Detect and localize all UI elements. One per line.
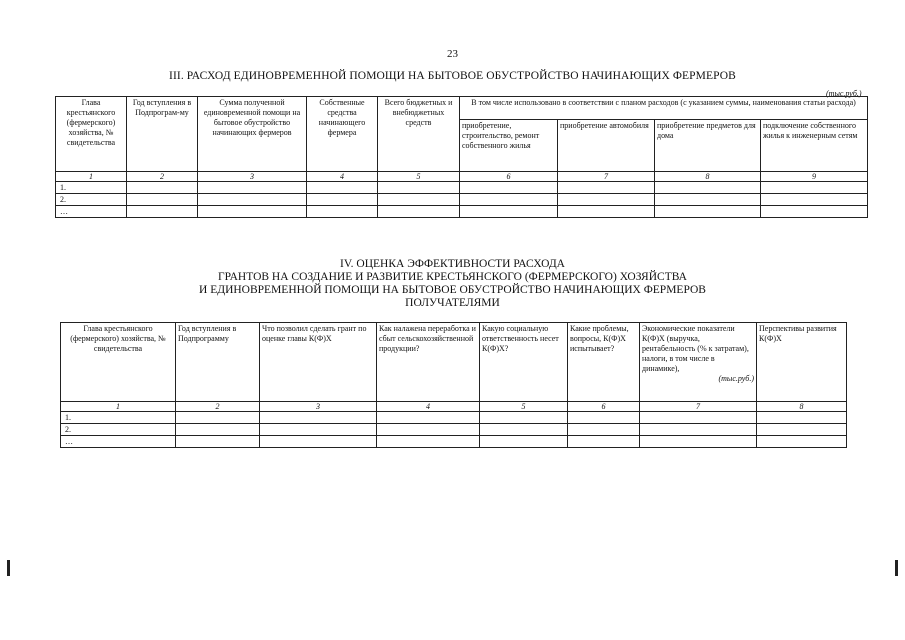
- section4-title-line: ГРАНТОВ НА СОЗДАНИЕ И РАЗВИТИЕ КРЕСТЬЯНСКОГО (ФЕРМЕРСКОГО) ХОЗЯЙСТВА: [218, 271, 687, 283]
- s4-colnum: 7: [640, 402, 757, 412]
- section4-table: [60, 322, 847, 448]
- s4-header-processing: Как налажена переработка и сбыт сельскохозяйственной продукции?: [377, 323, 480, 402]
- s3-header-own-funds: Собственные средства начинающего фермера: [307, 97, 378, 172]
- row-label: …: [56, 206, 127, 218]
- s3-header-year: Год вступления в Подпрограм-му: [127, 97, 198, 172]
- table-row: [61, 436, 847, 448]
- section3-title: III. РАСХОД ЕДИНОВРЕМЕННОЙ ПОМОЩИ НА БЫТОВОЕ ОБУСТРОЙСТВО НАЧИНАЮЩИХ ФЕРМЕРОВ: [169, 70, 736, 82]
- s4-column-numbers: [61, 402, 847, 412]
- s3-header-utilities: подключение собственного жилья к инженерным сетям: [761, 120, 868, 172]
- table-row: [61, 412, 847, 424]
- s3-colnum: 3: [198, 172, 307, 182]
- s4-header-head: Глава крестьянского (фермерского) хозяйства, № свидетельства: [61, 323, 176, 402]
- section4-title-line: ПОЛУЧАТЕЛЯМИ: [405, 297, 500, 309]
- scan-edge-mark-right: [895, 560, 898, 576]
- scan-edge-mark-left: [7, 560, 10, 576]
- s3-colnum: 6: [460, 172, 558, 182]
- s4-colnum: 3: [260, 402, 377, 412]
- s3-header-group: В том числе использовано в соответствии с планом расходов (с указанием суммы, наименования статьи расхода): [460, 97, 868, 120]
- s4-header-prospects: Перспективы развития К(Ф)Х: [757, 323, 847, 402]
- s3-colnum: 8: [655, 172, 761, 182]
- row-label: 2.: [61, 424, 176, 436]
- page-number: 23: [447, 48, 458, 60]
- s4-header-year: Год вступления в Подпрограмму: [176, 323, 260, 402]
- section3-table: [55, 96, 868, 218]
- s3-header-total: Всего бюджетных и внебюджетных средств: [378, 97, 460, 172]
- s3-column-numbers: [56, 172, 868, 182]
- s3-header-home-items: приобретение предметов для дома: [655, 120, 761, 172]
- s3-colnum: 9: [761, 172, 868, 182]
- s4-colnum: 1: [61, 402, 176, 412]
- s4-colnum: 4: [377, 402, 480, 412]
- s3-header-housing: приобретение, строительство, ремонт собственного жилья: [460, 120, 558, 172]
- s4-colnum: 2: [176, 402, 260, 412]
- s3-colnum: 5: [378, 172, 460, 182]
- s4-header-economics-text: Экономические показатели К(Ф)Х (выручка, рентабельность (% к затратам), налоги, в том числе в динамике),: [642, 324, 749, 373]
- s4-colnum: 5: [480, 402, 568, 412]
- s4-header-economics-unit: (тыс.руб.): [718, 374, 754, 383]
- s3-header-car: приобретение автомобиля: [558, 120, 655, 172]
- section4-title-line: IV. ОЦЕНКА ЭФФЕКТИВНОСТИ РАСХОДА: [340, 258, 565, 270]
- s4-header-problems: Какие проблемы, вопросы, К(Ф)Х испытывает?: [568, 323, 640, 402]
- s3-header-amount: Сумма полученной единовременной помощи на бытовое обустройство начинающих фермеров: [198, 97, 307, 172]
- s4-header-grant-effect: Что позволил сделать грант по оценке главы К(Ф)Х: [260, 323, 377, 402]
- s3-colnum: 2: [127, 172, 198, 182]
- row-label: 1.: [61, 412, 176, 424]
- s3-colnum: 4: [307, 172, 378, 182]
- s3-colnum: 7: [558, 172, 655, 182]
- row-label: 2.: [56, 194, 127, 206]
- s3-colnum: 1: [56, 172, 127, 182]
- table-row: [56, 194, 868, 206]
- s4-colnum: 8: [757, 402, 847, 412]
- s4-header-social: Какую социальную ответственность несет К(Ф)Х?: [480, 323, 568, 402]
- table-row: [56, 182, 868, 194]
- row-label: …: [61, 436, 176, 448]
- table-row: [56, 206, 868, 218]
- row-label: 1.: [56, 182, 127, 194]
- s4-colnum: 6: [568, 402, 640, 412]
- section3-unit: (тыс.руб.): [826, 89, 862, 98]
- section4-title-line: И ЕДИНОВРЕМЕННОЙ ПОМОЩИ НА БЫТОВОЕ ОБУСТРОЙСТВО НАЧИНАЮЩИХ ФЕРМЕРОВ: [199, 284, 706, 296]
- s3-header-head: Глава крестьянского (фермерского) хозяйства, № свидетельства: [56, 97, 127, 172]
- s4-header-economics: [640, 323, 757, 402]
- table-row: [61, 424, 847, 436]
- section4-title: [0, 258, 905, 310]
